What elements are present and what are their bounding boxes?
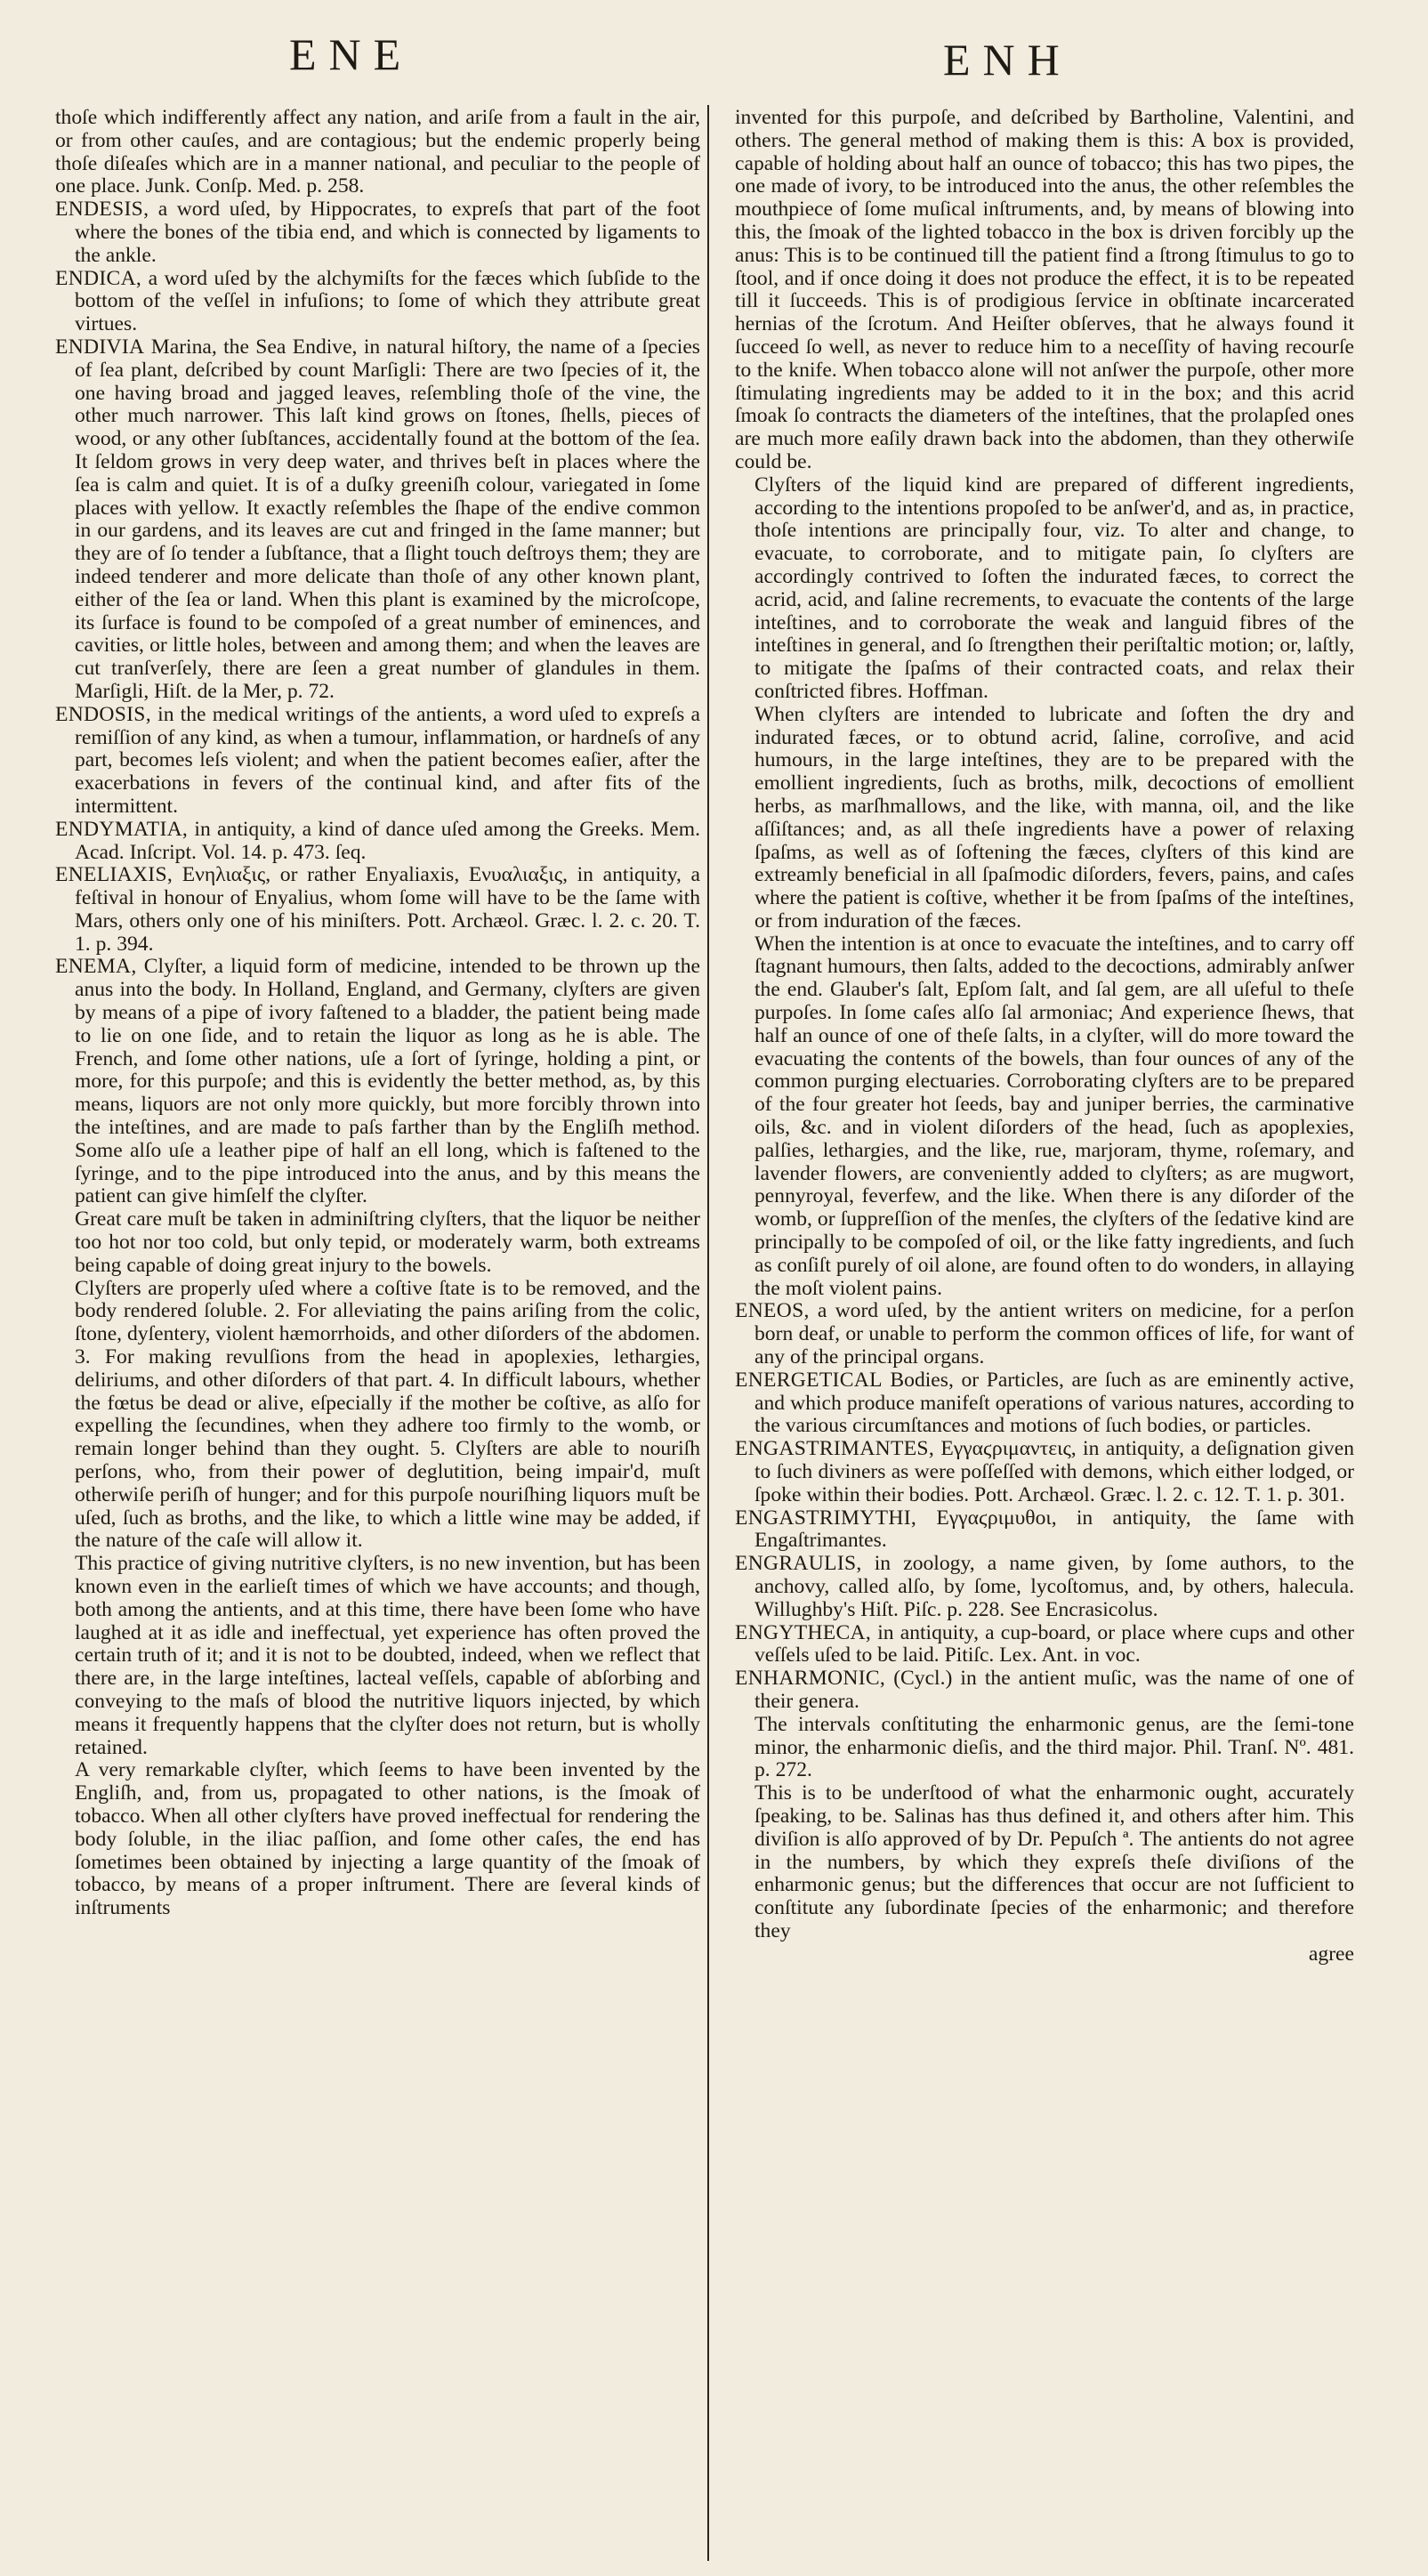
body-paragraph bbox=[735, 1782, 1354, 1943]
body-paragraph bbox=[55, 1278, 700, 1554]
entry-headword: ENEOS, bbox=[735, 1299, 810, 1323]
catchword: agree bbox=[1308, 1942, 1354, 1966]
body-paragraph bbox=[55, 1553, 700, 1759]
body-paragraph bbox=[735, 474, 1354, 704]
entry-text: Εγγαϛριμαντεις, in antiquity, a deſignation given to ſuch diviners as were poſſeſſed with demons, which either lodged, or ſpoke within their bodies. Pott. Archæol. Græc. l. 2. c. 12. T. 1. p. 301. bbox=[754, 1437, 1354, 1506]
dictionary-entry bbox=[55, 704, 700, 819]
left-column bbox=[55, 107, 700, 1920]
entry-headword: ENDESIS, bbox=[55, 198, 149, 222]
dictionary-entry bbox=[735, 1622, 1354, 1668]
entry-text: Ενηλιαξις, or rather Enyaliaxis, Ενυαλιαξις, in antiquity, a feſtival in honour of Enyalius, whom ſome will have to be the ſame with Mars, others only one of his miniſters. Pott. Archæol. Græc. l. 2. c. 20. T. 1. p. 394. bbox=[75, 863, 700, 956]
entry-headword: ENHARMONIC, bbox=[735, 1667, 886, 1691]
entry-text: Clyſter, a liquid form of medicine, intended to be thrown up the anus into the body. In Holland, England, and Germany, clyſters are given by means of a pipe of ivory faſtened to a bladder, the patient being made to lie on one ſide, and to retain the liquor as long as he is able. The French, and ſome other nations, uſe a ſort of ſyringe, holding a pint, or more, for this purpoſe; and this is evidently the better method, as, by this means, liquors are not only more quickly, but more forcibly thrown into the inteſtines, and are made to paſs farther than by the Engliſh method. Some alſo uſe a leather pipe of half an ell long, which is faſtened to the ſyringe, and to the pipe introduced into the anus, and by this means the patient can give himſelf the clyſter. bbox=[75, 955, 700, 1208]
dictionary-entry bbox=[55, 956, 700, 1208]
entry-headword: ENDOSIS, bbox=[55, 702, 151, 726]
entry-text: When clyſters are intended to lubricate and ſoften the dry and indurated fæces, or to obtund acrid, ſaline, corroſive, and acid humours, in the large inteſtines, they are to be prepared with the emollient ingredients, ſuch as broths, milk, decoctions of emollient herbs, as marſhmallows, and the like, with manna, oil, and the like aſſiſtances; and, as all theſe ingredients have a power of relaxing ſpaſms, as well as of ſoftening the fæces, clyſters of this kind are extreamly beneficial in all ſpaſmodic diſorders, fevers, pains, and caſes where the patient is coſtive, whether it be from ſpaſms of the inteſtines, or from induration of the fæces. bbox=[754, 702, 1354, 933]
entry-text: invented for this purpoſe, and deſcribed by Bartholine, Valentini, and others. The general method of making them is this: A box is provided, capable of holding about half an ounce of tobacco; this has two pipes, the one made of ivory, to be introduced into the anus, the other reſembles the mouthpiece of ſome muſical inſtruments, and, by means of blowing into this, the ſmoak of the lighted tobacco in the box is driven forcibly up the anus: This is to be continued till the patient find a ſtrong ſtimulus to go to ſtool, and if once doing it does not produce the effect, it is to be repeated till it ſucceeds. This is of prodigious ſervice in obſtinate incarcerated hernias of the ſcrotum. And Heiſter obſerves, that he always found it ſucceed ſo well, as never to reduce him to a neceſſity of having recourſe to the knife. When tobacco alone will not anſwer the purpoſe, other more ſtimulating ingredients may be added to it in the box; and this acrid ſmoak ſo contracts the diameters of the inteſtines, that the prolapſed ones are much more eaſily drawn back into the abdomen, than they otherwiſe could be. bbox=[735, 106, 1354, 473]
entry-text: a word uſed, by Hippocrates, to expreſs that part of the foot where the bones of the tibia end, and which is connected by ligaments to the ankle. bbox=[75, 198, 700, 267]
column-divider bbox=[707, 105, 709, 2561]
entry-text: in zoology, a name given, by ſome authors, to the anchovy, called alſo, by ſome, lycoſtomus, and, by others, halecula. Willughby's Hiſt. Piſc. p. 228. See Encrasicolus. bbox=[754, 1552, 1354, 1621]
dictionary-entry bbox=[735, 1438, 1354, 1506]
entry-text: This is to be underſtood of what the enharmonic ought, accurately ſpeaking, to be. Salinas has thus defined it, and others after him. This diviſion is alſo approved of by Dr. Pepuſch ª. The antients do not agree in the numbers, by which they expreſs theſe diviſions of the enharmonic genus; but the differences that occur are not ſufficient to conſtitute any ſubordinate ſpecies of the enharmonic; and therefore they bbox=[754, 1781, 1354, 1942]
body-paragraph bbox=[55, 1208, 700, 1277]
entry-headword: ENGASTRIMANTES, bbox=[735, 1437, 935, 1461]
dictionary-entry bbox=[735, 1300, 1354, 1369]
dictionary-entry bbox=[55, 268, 700, 336]
entry-text: A very remarkable clyſter, which ſeems to have been invented by the Engliſh, and, from us, propagated to other nations, is the ſmoak of tobacco. When all other clyſters have proved ineffectual for rendering the body ſoluble, in the iliac paſſion, and ſome other caſes, the end has ſometimes been obtained by injecting a large quantity of the ſmoak of tobacco, by means of a proper inſtrument. There are ſeveral kinds of inſtruments bbox=[75, 1758, 700, 1920]
entry-text: Εγγαϛριμυθοι, in antiquity, the ſame with Engaſtrimantes. bbox=[754, 1506, 1354, 1553]
dictionary-entry bbox=[55, 864, 700, 956]
entry-text: thoſe which indifferently affect any nation, and ariſe from a fault in the air, or from other cauſes, and are contagious; but the endemic properly being thoſe diſeaſes which are in a manner national, and peculiar to the people of one place. Junk. Conſp. Med. p. 258. bbox=[55, 106, 700, 198]
body-paragraph bbox=[735, 107, 1354, 474]
entry-text: Marina, the Sea Endive, in natural hiſtory, the name of a ſpecies of ſea plant, deſcribed by count Marſigli: There are two ſpecies of it, the one having broad and jagged leaves, reſembling thoſe of the vine, the other much narrower. This laſt kind grows on ſtones, ſhells, pieces of wood, or any other ſubſtances, accidentally found at the bottom of the ſea. It ſeldom grows in very deep water, and thrives beſt in places where the ſea is calm and quiet. It is of a duſky greeniſh colour, variegated in ſome places with yellow. It exactly reſembles the ſhape of the endive common in our gardens, and its leaves are cut and fringed in the ſame manner; but they are of ſo tender a ſubſtance, that a ſlight touch deſtroys them; they are indeed tenderer and more delicate than thoſe of any other known plant, either of the ſea or land. When this plant is examined by the microſcope, its ſurface is found to be compoſed of a great number of eminences, and cavities, or little holes, between and among them; and when the leaves are cut tranſverſely, there are ſeen a great number of glandules in them. Marſigli, Hiſt. de la Mer, p. 72. bbox=[75, 335, 700, 703]
entry-text: This practice of giving nutritive clyſters, is no new invention, but has been known even in the earlieſt times of which we have accounts; and though, both among the antients, and at this time, there have been ſome who have laughed at it as idle and ineffectual, yet experience has often proved the certain truth of it; and it is not to be doubted, indeed, when we reflect that there are, in the large inteſtines, lacteal veſſels, capable of abſorbing and conveying to the maſs of blood the nutritive liquors injected, by which means it frequently happens that the clyſter does not return, but is wholly retained. bbox=[75, 1552, 700, 1759]
body-paragraph bbox=[735, 1714, 1354, 1782]
dictionary-entry bbox=[55, 336, 700, 704]
entry-text: in the medical writings of the antients, a word uſed to expreſs a remiſſion of any kind, as when a tumour, inflammation, or hardneſs of any part, becomes leſs violent; and when the patient becomes eaſier, after the exacerbations in fevers of the continual kind, and after fits of the intermittent. bbox=[75, 702, 700, 818]
dictionary-entry bbox=[55, 819, 700, 865]
dictionary-entry bbox=[55, 198, 700, 267]
entry-text: in antiquity, a kind of dance uſed among the Greeks. Mem. Acad. Inſcript. Vol. 14. p. 473. ſeq. bbox=[75, 817, 700, 864]
entry-text: (Cycl.) in the antient muſic, was the name of one of their genera. bbox=[754, 1667, 1354, 1713]
body-paragraph bbox=[735, 704, 1354, 933]
entry-text: in antiquity, a cup-board, or place where cups and other veſſels uſed to be laid. Pitiſc. Lex. Ant. in voc. bbox=[754, 1620, 1354, 1668]
entry-headword: ENEMA, bbox=[55, 955, 137, 979]
running-head-right: ENH bbox=[943, 35, 1072, 85]
entry-text: a word uſed, by the antient writers on medicine, for a perſon born deaf, or unable to perform the common offices of life, for want of any of the principal organs. bbox=[754, 1299, 1354, 1369]
entry-headword: ENGRAULIS, bbox=[735, 1552, 862, 1576]
entry-headword: ENDICA, bbox=[55, 266, 142, 290]
dictionary-entry bbox=[735, 1369, 1354, 1438]
running-head-left: ENE bbox=[289, 29, 414, 79]
entry-text: Clyſters of the liquid kind are prepared of different ingredients, according to the intentions propoſed to be anſwer'd, and as, in practice, thoſe intentions are principally four, viz. To alter and change, to evacuate, to corroborate, and to mitigate pain, ſo clyſters are accordingly contrived to ſoften the indurated fæces, to correct the acrid, acid, and ſaline recrements, to evacuate the contents of the large inteſtines, and to corroborate the weak and languid fibres of the inteſtines in general, and ſo ſtrengthen their periſtaltic motion; or, laſtly, to mitigate the ſpaſms of their contracted coats, and relax their conſtricted fibres. Hoffman. bbox=[754, 472, 1354, 703]
entry-text: Bodies, or Particles, are ſuch as are eminently active, and which produce manifeſt operations of various natures, according to the various circumſtances and motions of ſuch bodies, or particles. bbox=[754, 1368, 1354, 1438]
entry-headword: ENERGETICAL bbox=[735, 1368, 883, 1392]
dictionary-entry bbox=[735, 1507, 1354, 1554]
entry-text: The intervals conſtituting the enharmonic genus, are the ſemi-tone minor, the enharmonic dieſis, and the third major. Phil. Tranſ. Nº. 481. p. 272. bbox=[754, 1712, 1354, 1782]
entry-text: a word uſed by the alchymiſts for the fæces which ſubſide to the bottom of the veſſel in infuſions; to ſome of which they attribute great virtues. bbox=[75, 266, 700, 336]
body-paragraph bbox=[735, 933, 1354, 1301]
entry-text: Clyſters are properly uſed where a coſtive ſtate is to be removed, and the body rendered ſoluble. 2. For alleviating the pains ariſing from the colic, ſtone, dyſentery, violent hæmorrhoids, and other diſorders of the abdomen. 3. For making revulſions from the head in apoplexies, lethargies, deliriums, and other diſorders of that part. 4. In difficult labours, whether the fœtus be dead or alive, eſpecially if the mother be coſtive, as alſo for expelling the ſecundines, when they adhere too firmly to the womb, or remain longer behind than they ought. 5. Clyſters are able to nouriſh perſons, who, from their power of deglutition, being impair'd, muſt otherwiſe periſh of hunger; and for this purpoſe nouriſhing liquors muſt be uſed, ſuch as broths, and the like, to which a little wine may be added, if the nature of the caſe will allow it. bbox=[75, 1276, 700, 1553]
dictionary-entry bbox=[735, 1668, 1354, 1714]
body-paragraph bbox=[55, 107, 700, 198]
entry-text: Great care muſt be taken in adminiſtring clyſters, that the liquor be neither too hot nor too cold, but only tepid, or moderately warm, both extreams being capable of doing great injury to the bowels. bbox=[75, 1207, 700, 1277]
entry-headword: ENGASTRIMYTHI, bbox=[735, 1506, 917, 1530]
body-paragraph bbox=[55, 1759, 700, 1920]
entry-text: When the intention is at once to evacuate the inteſtines, and to carry off ſtagnant humours, then ſalts, added to the decoctions, admirably anſwer the end. Glauber's ſalt, Epſom ſalt, and ſal gem, are all uſeful to theſe purpoſes. In ſome caſes alſo ſal armoniac; And experience ſhews, that half an ounce of one of theſe ſalts, in a clyſter, will do more toward the evacuating the contents of the bowels, than four ounces of any of the common purging electuaries. Corroborating clyſters are to be prepared of the four greater hot ſeeds, bay and juniper berries, the carminative oils, &c. and in violent diſorders of the head, ſuch as apoplexies, palſies, lethargies, and the like, rue, marjoram, thyme, roſemary, and lavender flowers, are conveniently added to clyſters; as are mugwort, pennyroyal, feverfew, and the like. When there is any diſorder of the womb, or ſuppreſſion of the menſes, the clyſters of the ſedative kind are principally to be compoſed of oil, or the like fatty ingredients, and ſuch as conſiſt purely of oil alone, are found often to do wonders, in allaying the moſt violent pains. bbox=[754, 932, 1354, 1300]
entry-headword: ENDIVIA bbox=[55, 335, 145, 359]
dictionary-entry bbox=[735, 1553, 1354, 1621]
entry-headword: ENDYMATIA, bbox=[55, 817, 189, 841]
right-column bbox=[735, 107, 1354, 1966]
entry-headword: ENGYTHECA, bbox=[735, 1620, 872, 1644]
entry-headword: ENELIAXIS, bbox=[55, 863, 173, 887]
